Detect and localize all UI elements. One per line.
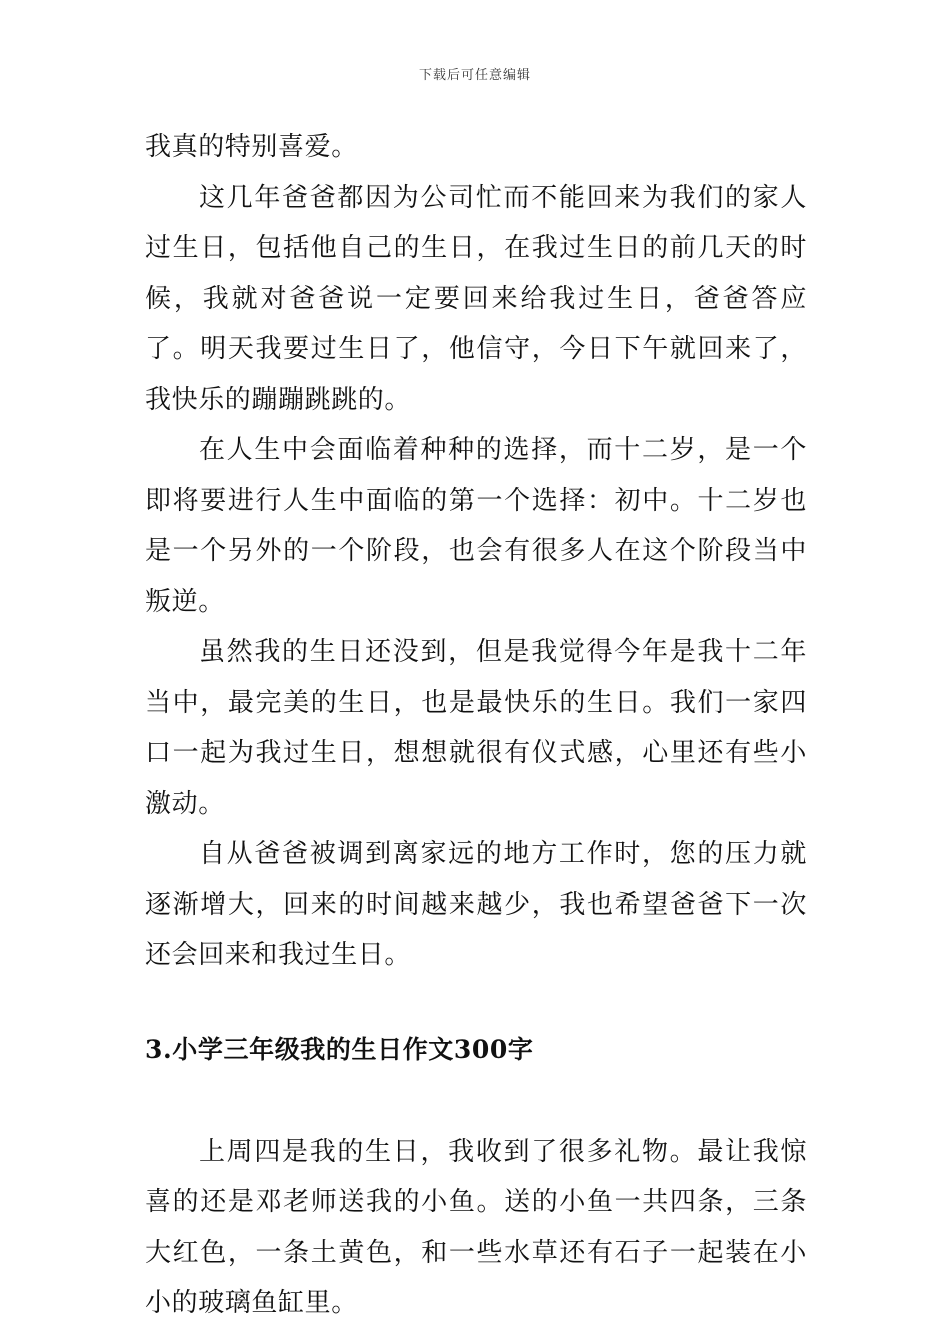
section-spacer bbox=[145, 1075, 807, 1127]
page-header: 下载后可任意编辑 bbox=[418, 68, 531, 83]
document-body bbox=[145, 122, 807, 1329]
paragraph: 自从爸爸被调到离家远的地方工作时，您的压力就逐渐增大，回来的时间越来越少，我也希望爸爸下一次还会回来和我过生日。 bbox=[145, 839, 807, 970]
paragraph: 这几年爸爸都因为公司忙而不能回来为我们的家人过生日，包括他自己的生日，在我过生日的前几天的时候，我就对爸爸说一定要回来给我过生日，爸爸答应了。明天我要过生日了，他信守，今日下午就回来了，我快乐的蹦蹦跳跳的。 bbox=[145, 182, 807, 415]
paragraph: 在人生中会面临着种种的选择，而十二岁，是一个即将要进行人生中面临的第一个选择：初中。十二岁也是一个另外的一个阶段，也会有很多人在这个阶段当中叛逆。 bbox=[145, 435, 807, 617]
paragraph: 虽然我的生日还没到，但是我觉得今年是我十二年当中，最完美的生日，也是最快乐的生日。我们一家四口一起为我过生日，想想就很有仪式感，心里还有些小激动。 bbox=[145, 637, 807, 819]
paragraph: 上周四是我的生日，我收到了很多礼物。最让我惊喜的还是邓老师送我的小鱼。送的小鱼一共四条，三条大红色，一条土黄色，和一些水草还有石子一起装在小小的玻璃鱼缸里。 bbox=[145, 1136, 807, 1318]
section-title: 3.小学三年级我的生日作文300字 bbox=[145, 1034, 534, 1064]
paragraph: 我真的特别喜爱。 bbox=[145, 132, 358, 162]
